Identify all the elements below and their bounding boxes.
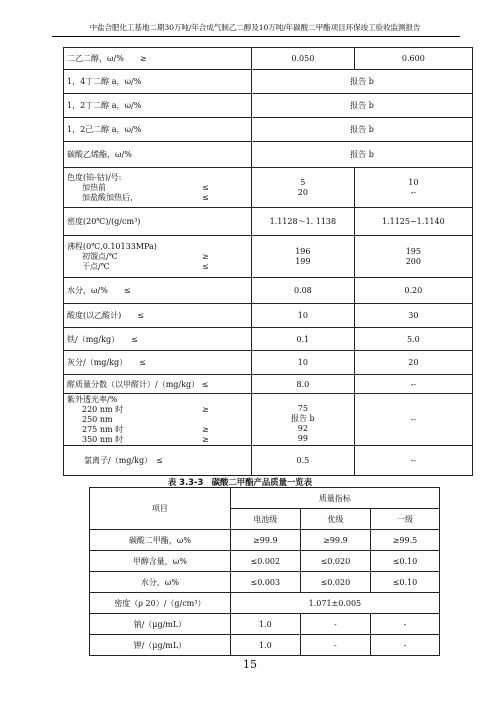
- row-label: 二乙二醇，ω/% ≥: [64, 48, 252, 70]
- cell: 75 报告 b 92 99: [252, 394, 355, 446]
- row-label: 1，4丁二醇 a，ω/%: [64, 70, 252, 94]
- cell: --: [354, 375, 472, 394]
- row-label: 醛质量分数（以甲醛计）/（mg/kg） ≤: [64, 375, 252, 394]
- cell: ≤0.002: [230, 551, 300, 572]
- row-label: 水分，ω/% ≤: [64, 278, 252, 304]
- table-caption: 表 3.3-3 碳酸二甲酯产品质量一览表: [167, 477, 313, 487]
- row-label: 钠/（μg/mL）: [90, 614, 231, 635]
- cell: 10: [252, 304, 355, 328]
- cell: 0.5: [252, 446, 355, 476]
- cell: ≤0.003: [230, 572, 300, 593]
- row-label: 甲醇含量，ω%: [90, 551, 231, 572]
- cell: 1.1125~1.1140: [354, 208, 472, 236]
- cell: 0.600: [354, 48, 472, 70]
- cell: 1.1128～1. 1138: [252, 208, 355, 236]
- dmc-quality-table: [89, 487, 440, 656]
- row-label: 灰分/（mg/kg） ≤: [64, 351, 252, 375]
- cell: ≤0.10: [370, 572, 439, 593]
- cell: 20: [354, 351, 472, 375]
- cell: -: [300, 614, 370, 635]
- row-label: 碳酸二甲酯，ω%: [90, 530, 231, 551]
- cell: 8.0: [252, 375, 355, 394]
- row-label: 1，2丁二醇 a，ω/%: [64, 94, 252, 118]
- header-grade: 一级: [370, 509, 439, 530]
- cell: -: [300, 635, 370, 656]
- cell: 195 200: [354, 236, 472, 278]
- cell: ≥99.9: [300, 530, 370, 551]
- cell: 30: [354, 304, 472, 328]
- row-label: 沸程(0℃,0.10133MPa) 初馏点/℃ ≥ 干点/℃ ≤: [64, 236, 252, 278]
- row-label: 色度(铂-钴)/号: 加热前 ≤ 加盐酸加热后， ≤: [64, 168, 252, 208]
- header-quality: 质量指标: [230, 488, 439, 509]
- cell: -: [370, 614, 439, 635]
- page-header: 中盐合肥化工基地二期30万吨/年合成气制乙二醇及10万吨/年碳酸二甲酯项目环保竣工验收监测报告: [89, 23, 421, 32]
- cell: 报告 b: [252, 142, 473, 168]
- row-label: 密度(20℃)/(g/cm³): [64, 208, 252, 236]
- row-label: 铁/（mg/kg） ≤: [64, 328, 252, 351]
- cell: 报告 b: [252, 70, 473, 94]
- cell: 10: [252, 351, 355, 375]
- row-label: 密度（ρ 20）/（g/cm³）: [90, 593, 231, 614]
- row-label: 酸度(以乙酸计) ≤: [64, 304, 252, 328]
- header-grade: 优级: [300, 509, 370, 530]
- cell: ≥99.9: [230, 530, 300, 551]
- cell: -: [370, 635, 439, 656]
- cell: 1.0: [230, 635, 300, 656]
- cell: 0.08: [252, 278, 355, 304]
- ethylene-glycol-quality-table: [63, 47, 473, 476]
- header-rule: [52, 36, 460, 37]
- cell: 0.20: [354, 278, 472, 304]
- cell: 1.0: [230, 614, 300, 635]
- cell: 报告 b: [252, 118, 473, 142]
- cell: ≤0.020: [300, 572, 370, 593]
- row-label: 氯离子/（mg/kg） ≤: [64, 446, 252, 476]
- header-item: 项目: [90, 488, 231, 530]
- row-label: 紫外透光率/% 220 nm 时 ≥ 250 nm 275 nm 时 ≥ 350 nm 时 ≥: [64, 394, 252, 446]
- row-label: 1，2己二醇 a，ω/%: [64, 118, 252, 142]
- cell: 0.050: [252, 48, 355, 70]
- cell: 5 20: [252, 168, 355, 208]
- row-label: 钾/（μg/mL）: [90, 635, 231, 656]
- cell: ≤0.10: [370, 551, 439, 572]
- cell: 196 199: [252, 236, 355, 278]
- cell: 5.0: [354, 328, 472, 351]
- page-number: 15: [243, 658, 257, 671]
- cell: 10 --: [354, 168, 472, 208]
- cell: 报告 b: [252, 94, 473, 118]
- row-label: 碳酸乙烯酯，ω/%: [64, 142, 252, 168]
- header-grade: 电池级: [230, 509, 300, 530]
- cell: --: [354, 446, 472, 476]
- cell: 1.071±0.005: [230, 593, 439, 614]
- row-label: 水分，ω%: [90, 572, 231, 593]
- cell: ≤0.020: [300, 551, 370, 572]
- cell: 0.1: [252, 328, 355, 351]
- cell: --: [354, 394, 472, 446]
- cell: ≥99.5: [370, 530, 439, 551]
